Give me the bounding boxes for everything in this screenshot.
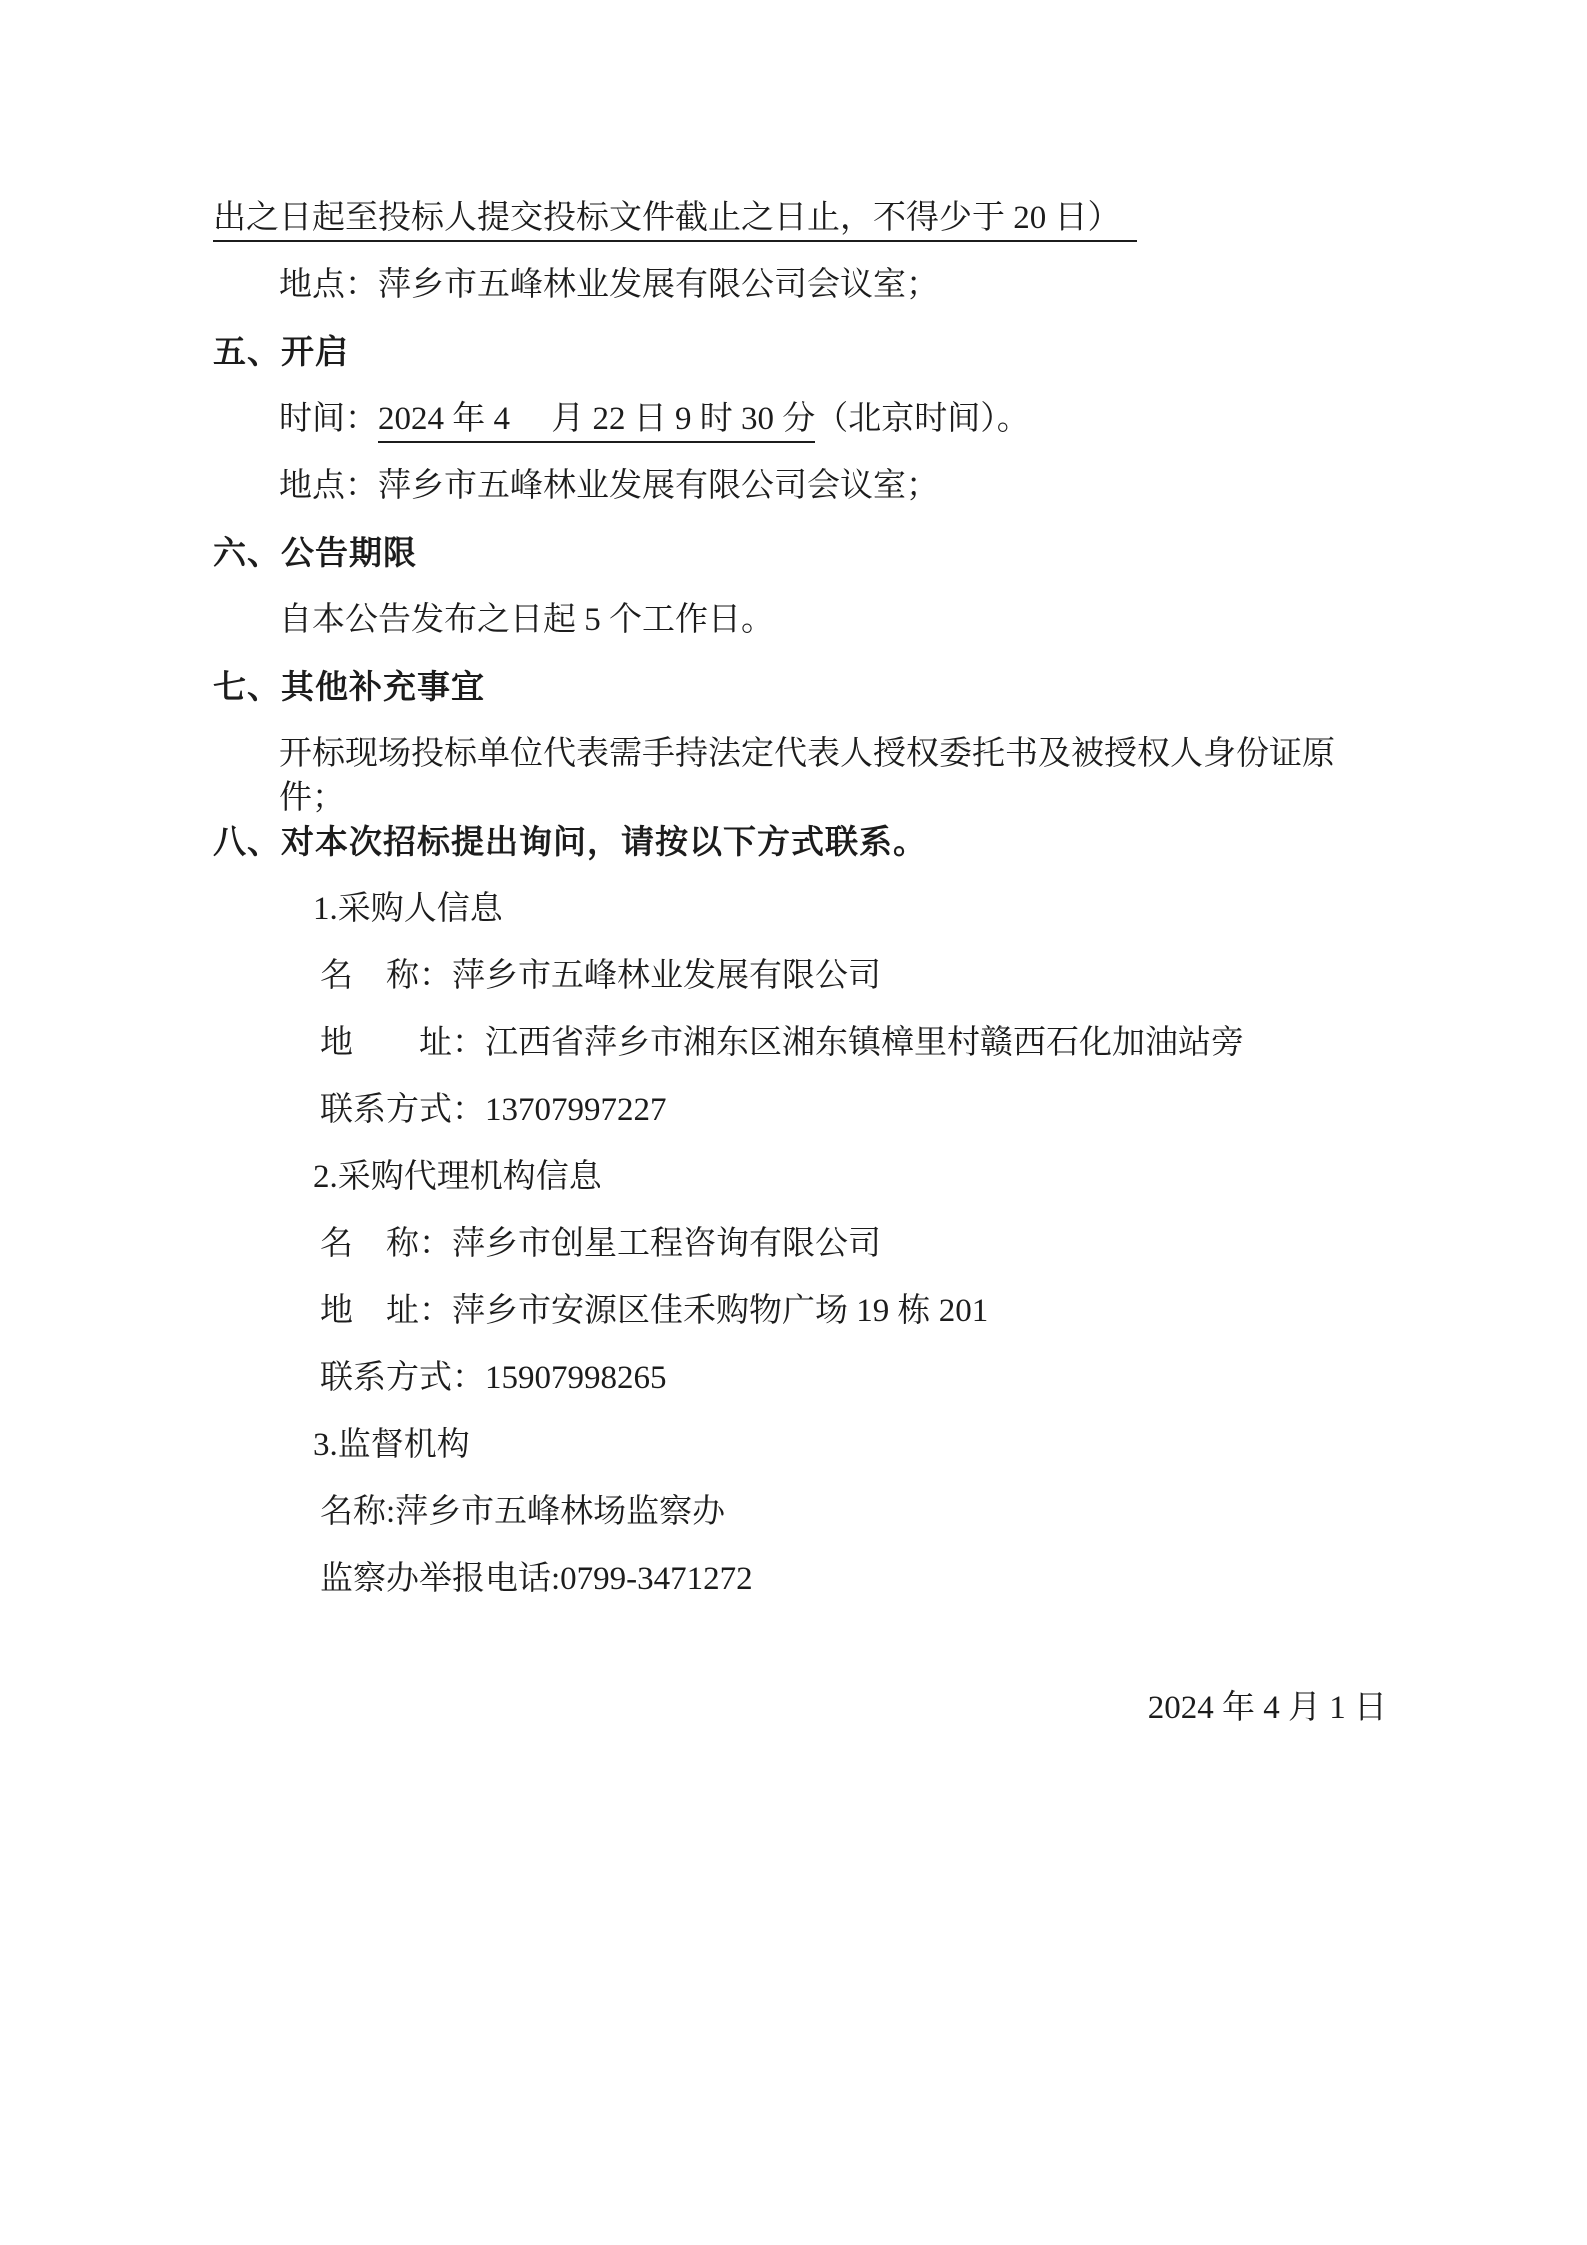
opening-time-suffix: （北京时间）。 [815, 401, 1030, 437]
signature-date-line: 2024 年 4 月 1 日 [1147, 1690, 1387, 1726]
opening-time-value: 2024 年 4 月 22 日 9 时 30 分 [378, 401, 815, 443]
purchaser-title-line: 1.采购人信息 [313, 891, 503, 927]
opening-time-label: 时间： [279, 401, 378, 437]
supervisor-phone-line: 监察办举报电话:0799-3471272 [320, 1561, 753, 1597]
continuation-underlined-text: 出之日起至投标人提交投标文件截止之日止，不得少于 20 日） [213, 200, 1137, 242]
section-7-heading: 七、其他补充事宜 [213, 668, 485, 705]
agency-contact-line: 联系方式：15907998265 [320, 1360, 667, 1396]
agency-address-line: 地 址：萍乡市安源区佳禾购物广场 19 栋 201 [320, 1293, 989, 1329]
opening-time-line [213, 397, 1387, 464]
announcement-period-line: 自本公告发布之日起 5 个工作日。 [279, 602, 774, 638]
section-6-heading: 六、公告期限 [213, 534, 417, 571]
agency-title-line: 2.采购代理机构信息 [313, 1159, 602, 1195]
supplementary-note-line: 开标现场投标单位代表需手持法定代表人授权委托书及被授权人身份证原件； [279, 736, 1335, 816]
section-8-heading: 八、对本次招标提出询问，请按以下方式联系。 [213, 823, 927, 860]
submission-location-line: 地点：萍乡市五峰林业发展有限公司会议室； [279, 267, 939, 303]
purchaser-name-line: 名 称：萍乡市五峰林业发展有限公司 [320, 958, 881, 994]
purchaser-contact-line: 联系方式：13707997227 [320, 1092, 667, 1128]
agency-name-line: 名 称：萍乡市创星工程咨询有限公司 [320, 1226, 881, 1262]
supervisor-title-line: 3.监督机构 [313, 1427, 470, 1463]
section-5-heading: 五、开启 [213, 333, 349, 370]
opening-location-line: 地点：萍乡市五峰林业发展有限公司会议室； [279, 468, 939, 504]
purchaser-address-line: 地 址：江西省萍乡市湘东区湘东镇樟里村赣西石化加油站旁 [320, 1025, 1244, 1061]
continuation-line [213, 196, 1387, 263]
supervisor-name-line: 名称:萍乡市五峰林场监察办 [320, 1494, 726, 1530]
